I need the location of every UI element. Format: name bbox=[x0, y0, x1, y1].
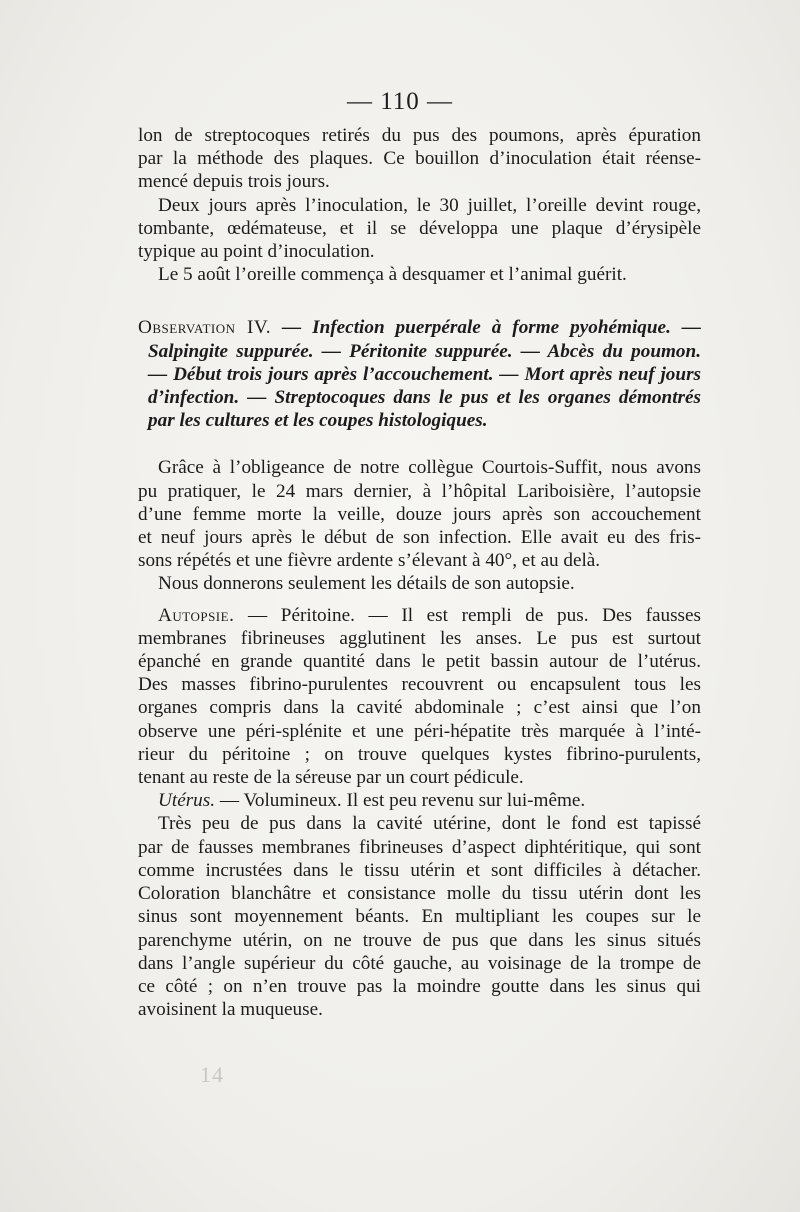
text-line: Deux jours après l’inoculation, le 30 juillet, l’oreille devint rouge, bbox=[158, 194, 701, 216]
page-number: — 110 — bbox=[346, 88, 454, 115]
text-line: avoisinent la muqueuse. bbox=[138, 999, 323, 1021]
text-line: rieur du péritoine ; on trouve quelques kystes fibrino-purulents, bbox=[138, 743, 701, 765]
text-line: Grâce à l’obligeance de notre collègue Courtois-Suffit, nous avons bbox=[158, 457, 701, 479]
text-line: mencé depuis trois jours. bbox=[138, 171, 330, 193]
text-line: lon de streptocoques retirés du pus des poumons, après épuration bbox=[138, 125, 701, 146]
text-line: Coloration blanchâtre et consistance molle du tissu utérin dont les bbox=[138, 883, 701, 905]
uterus-text: — Volumineux. Il est peu revenu sur lui-même. bbox=[219, 790, 586, 812]
uterus-label: Utérus. bbox=[158, 790, 216, 812]
text-line: parenchyme utérin, on ne trouve de pus que dans les sinus situés bbox=[138, 929, 701, 951]
text-line: sinus sont moyennement béants. En multipliant les coupes sur le bbox=[138, 906, 701, 928]
text-line: épanché en grande quantité dans le petit bassin autour de l’utérus. bbox=[138, 651, 701, 673]
paragraph-cavite-uterine bbox=[138, 812, 701, 1021]
text-line: tenant au reste de la séreuse par un court pédicule. bbox=[138, 767, 524, 789]
paragraph-continuation bbox=[138, 124, 701, 194]
text-line: d’une femme morte la veille, douze jours après son accouchement bbox=[138, 503, 701, 525]
text-line: Nous donnerons seulement les détails de son autopsie. bbox=[158, 573, 575, 595]
observation-heading bbox=[138, 316, 701, 432]
observation-label: Observation IV. bbox=[138, 317, 272, 339]
paragraph-details bbox=[138, 572, 701, 595]
text-line: sons répétés et une fièvre ardente s’élevant à 40°, et au delà. bbox=[138, 550, 601, 572]
text-line: Très peu de pus dans la cavité utérine, dont le fond est tapissé bbox=[158, 813, 701, 835]
text-line: comme incrustées dans le tissu utérin et sont difficiles à détacher. bbox=[138, 859, 701, 881]
text-line: dans l’angle supérieur du côté gauche, au voisinage de la trompe de bbox=[138, 952, 701, 974]
observation-line: Salpingite suppurée. — Péritonite suppurée. — Abcès du poumon. bbox=[148, 340, 701, 362]
autopsie-section bbox=[138, 604, 701, 790]
autopsie-label: Autopsie. bbox=[158, 604, 235, 626]
body-text bbox=[138, 124, 701, 1021]
autopsie-first-line: — Péritoine. — Il est rempli de pus. Des fausses bbox=[248, 604, 701, 626]
text-line: ce côté ; on n’en trouve pas la moindre goutte dans les sinus qui bbox=[138, 975, 701, 997]
uterus-section bbox=[138, 789, 701, 812]
text-line: par de fausses membranes fibrineuses d’aspect diphtéritique, qui sont bbox=[138, 836, 701, 858]
text-line: Des masses fibrino-purulentes recouvrent ou encapsulent tous les bbox=[138, 674, 701, 696]
text-line: typique au point d’inoculation. bbox=[138, 241, 375, 263]
signature-mark: 14 bbox=[200, 1062, 224, 1087]
observation-line: par les cultures et les coupes histologiques. bbox=[148, 410, 488, 432]
text-line: organes compris dans la cavité abdominale ; c’est ainsi que l’on bbox=[138, 697, 701, 719]
text-line: tombante, œdémateuse, et il se développa une plaque d’érysipèle bbox=[138, 217, 701, 239]
observation-line: — Début trois jours après l’accouchement. — Mort après neuf jours bbox=[148, 363, 701, 385]
text-line: observe une péri-splénite et une péri-hépatite très marquée à l’inté- bbox=[138, 720, 701, 742]
text-line: et neuf jours après le début de son infection. Elle avait eu des fris- bbox=[138, 527, 701, 549]
paragraph-guerison bbox=[138, 263, 701, 286]
text-line: par la méthode des plaques. Ce bouillon d’inoculation était réense- bbox=[138, 148, 701, 170]
text-line: Le 5 août l’oreille commença à desquamer et l’animal guérit. bbox=[158, 264, 627, 286]
paragraph-inoculation bbox=[138, 194, 701, 264]
paragraph-autopsie-intro bbox=[138, 456, 701, 572]
observation-title: — Infection puerpérale à forme pyohémique. — bbox=[282, 317, 701, 339]
observation-line: d’infection. — Streptocoques dans le pus et les organes démontrés bbox=[148, 387, 701, 409]
text-line: membranes fibrineuses agglutinent les anses. Le pus est surtout bbox=[138, 627, 701, 649]
text-line: pu pratiquer, le 24 mars dernier, à l’hôpital Lariboisière, l’autopsie bbox=[138, 480, 701, 502]
